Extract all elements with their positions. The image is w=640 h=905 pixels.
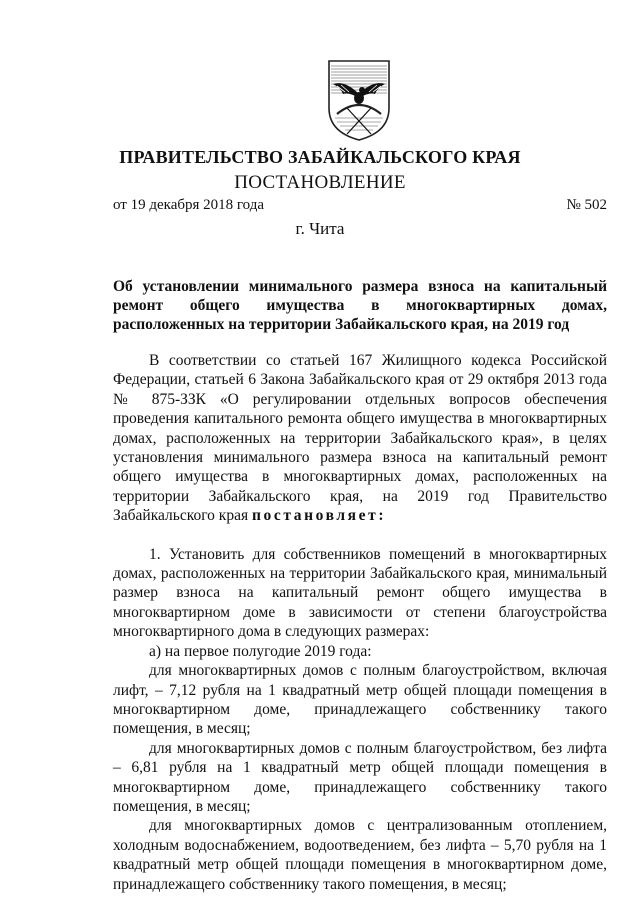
- government-title: ПРАВИТЕЛЬСТВО ЗАБАЙКАЛЬСКОГО КРАЯ: [119, 147, 521, 167]
- item-1-paragraph: 1. Установить для собственников помещений в многоквартирных домах, расположенных на территории Забайкальского края, минимальный размер взноса на капитальный ремонт общего имущества в многоквартирном доме в зависимости от степени благоустройства многоквартирного дома в следующих размерах:: [113, 545, 607, 641]
- document-date: от 19 декабря 2018 года: [113, 197, 265, 213]
- case-paragraph: для многоквартирных домов с полным благоустройством, включая лифт, – 7,12 рубля на 1 квадратный метр общей площади помещения в многоквартирном доме, принадлежащего собственнику такого помещения, в месяц;: [113, 662, 607, 738]
- coat-of-arms-icon: [325, 58, 393, 142]
- intro-paragraph: [113, 351, 607, 526]
- document-body: [113, 351, 607, 894]
- case-paragraph: для многоквартирных домов с полным благоустройством, без лифта – 6,81 рубля на 1 квадратный метр общей площади помещения в многоквартирном доме, принадлежащего собственнику такого помещения, в месяц;: [113, 739, 607, 815]
- intro-text: В соответствии со статьей 167 Жилищного кодекса Российской Федерации, статьей 6 Закона Забайкальского края от 29 октября 2013 года № 875-ЗЗК «О регулировании отдельных вопросов обеспечения проведения капитального ремонта общего имущества в многоквартирных домах, расположенных на территории Забайкальского края», в целях установления минимального размера взноса на капитальный ремонт общего имущества в многоквартирных домах, расположенных на территории Забайкальского края, на 2019 год Правительство Забайкальского края: [113, 352, 607, 525]
- document-type: ПОСТАНОВЛЕНИЕ: [234, 172, 406, 193]
- decree-word: постановляет:: [251, 507, 387, 525]
- case-paragraph: для многоквартирных домов с централизованным отоплением, холодным водоснабжением, водоотведением, без лифта – 5,70 рубля на 1 квадратный метр общей площади помещения в многоквартирном доме, принадлежащего собственнику такого помещения, в месяц;: [113, 817, 607, 893]
- document-subject: Об установлении минимального размера взноса на капитальный ремонт общего имущества в многоквартирных домах, расположенных на территории Забайкальского края, на 2019 год: [113, 278, 607, 333]
- document-city: г. Чита: [295, 219, 345, 238]
- item-1a-paragraph: а) на первое полугодие 2019 года:: [149, 642, 372, 660]
- document-number: № 502: [566, 197, 607, 213]
